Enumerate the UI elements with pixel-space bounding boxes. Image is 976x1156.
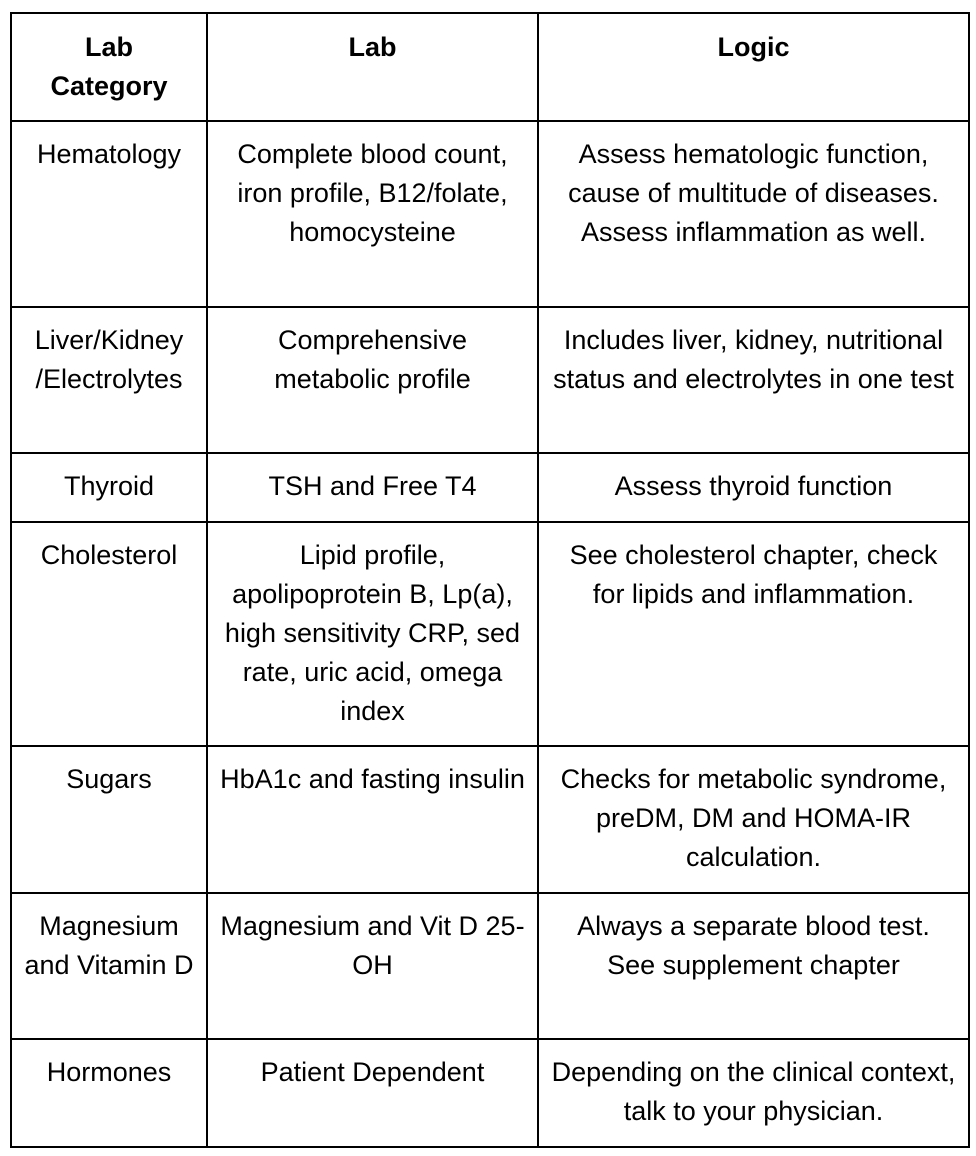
lab-table	[10, 12, 970, 1148]
cell-logic: Always a separate blood test. See supplement chapter	[538, 893, 969, 1039]
cell-category: Liver/Kidney /Electrolytes	[11, 307, 207, 453]
header-logic: Logic	[538, 13, 969, 121]
cell-logic: Assess hematologic function, cause of multitude of diseases. Assess inflammation as well.	[538, 121, 969, 307]
cell-logic: Depending on the clinical context, talk to your physician.	[538, 1039, 969, 1147]
cell-lab: HbA1c and fasting insulin	[207, 746, 538, 893]
cell-category: Magnesium and Vitamin D	[11, 893, 207, 1039]
cell-logic: Assess thyroid function	[538, 453, 969, 522]
cell-lab: Complete blood count, iron profile, B12/folate, homocysteine	[207, 121, 538, 307]
table-header-row	[11, 13, 969, 121]
header-lab: Lab	[207, 13, 538, 121]
cell-category: Sugars	[11, 746, 207, 893]
cell-category: Cholesterol	[11, 522, 207, 746]
cell-lab: Lipid profile, apolipoprotein B, Lp(a), high sensitivity CRP, sed rate, uric acid, omega index	[207, 522, 538, 746]
cell-logic: See cholesterol chapter, check for lipids and inflammation.	[538, 522, 969, 746]
cell-category: Hematology	[11, 121, 207, 307]
cell-category: Hormones	[11, 1039, 207, 1147]
table-row	[11, 893, 969, 1039]
table-row	[11, 522, 969, 746]
cell-logic: Includes liver, kidney, nutritional status and electrolytes in one test	[538, 307, 969, 453]
cell-lab: Comprehensive metabolic profile	[207, 307, 538, 453]
cell-lab: Magnesium and Vit D 25-OH	[207, 893, 538, 1039]
table-row	[11, 453, 969, 522]
header-lab-category: Lab Category	[11, 13, 207, 121]
table-row	[11, 307, 969, 453]
table-row	[11, 1039, 969, 1147]
cell-lab: Patient Dependent	[207, 1039, 538, 1147]
cell-category: Thyroid	[11, 453, 207, 522]
table-row	[11, 746, 969, 893]
cell-lab: TSH and Free T4	[207, 453, 538, 522]
cell-logic: Checks for metabolic syndrome, preDM, DM and HOMA-IR calculation.	[538, 746, 969, 893]
table-row	[11, 121, 969, 307]
